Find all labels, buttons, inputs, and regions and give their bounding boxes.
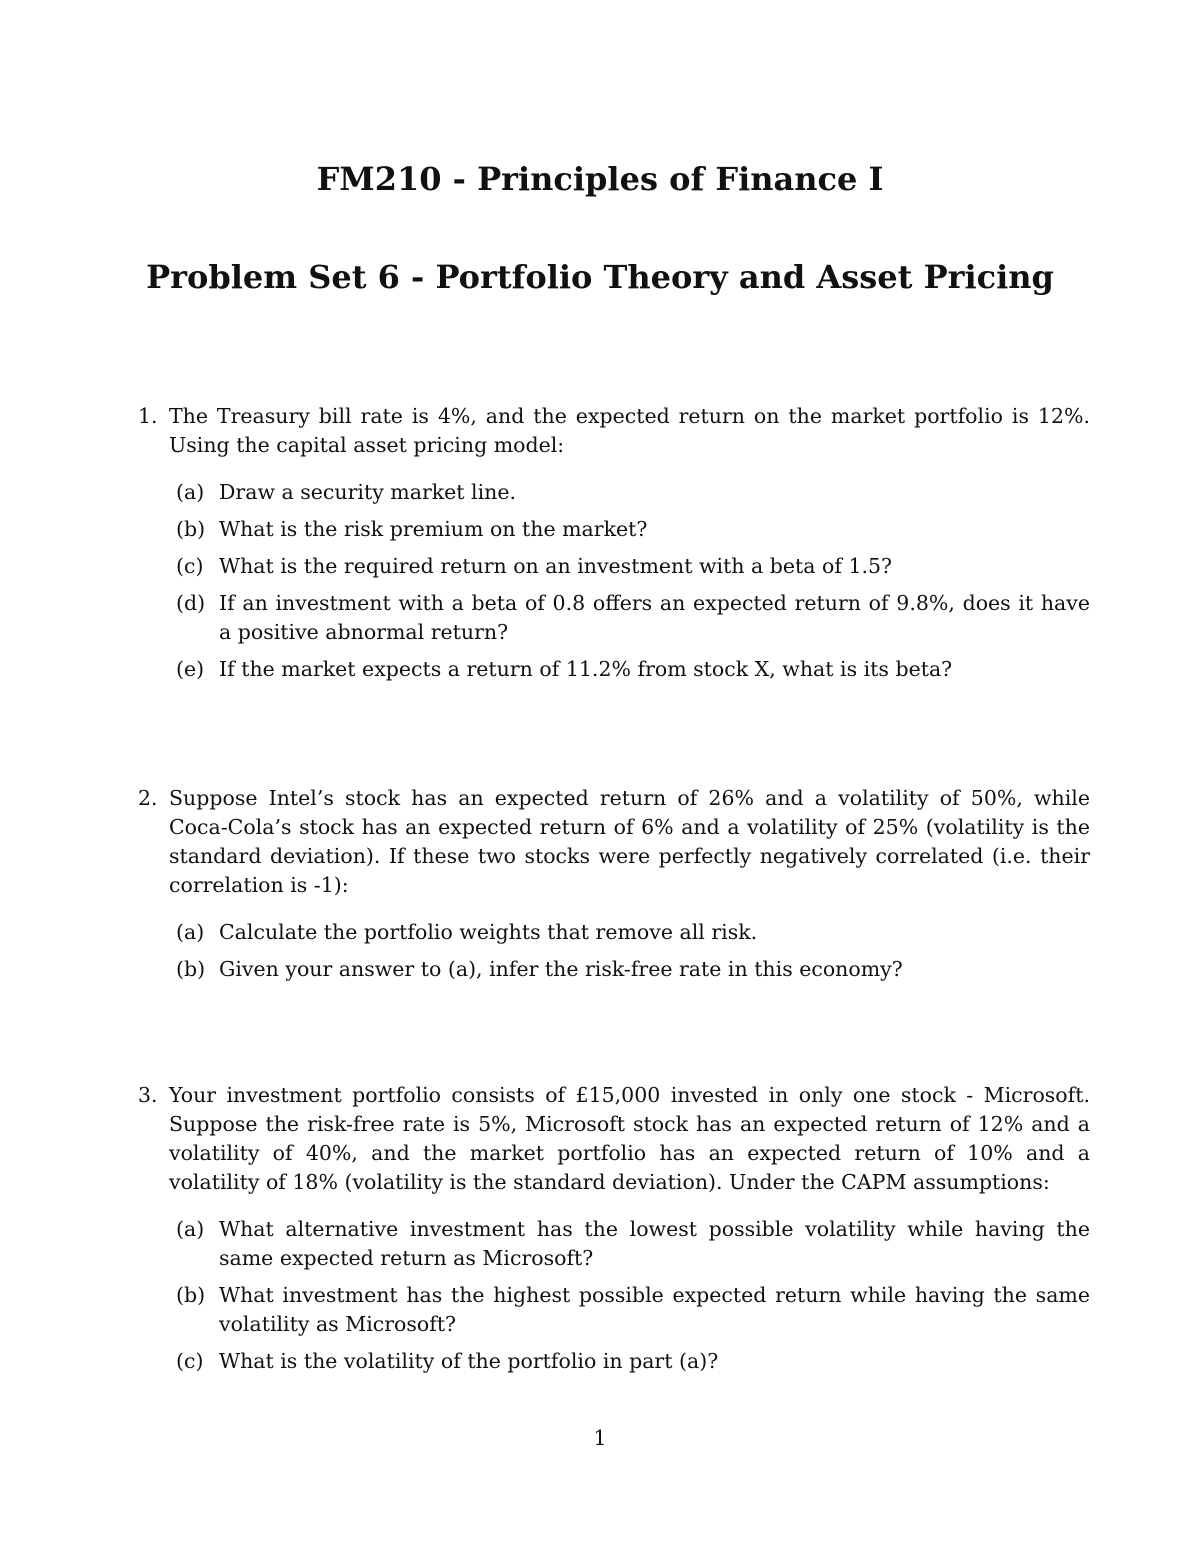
part-text: What is the volatility of the portfolio in part (a)? xyxy=(219,1349,719,1373)
part-label: (b) xyxy=(176,1283,206,1307)
question-number: 1. xyxy=(138,404,158,428)
page-number: 1 xyxy=(593,1426,607,1450)
part-text: What investment has the highest possible expected return while having the same volatility as Microsoft? xyxy=(219,1283,1090,1336)
part-label: (a) xyxy=(176,1217,205,1241)
part-label: (e) xyxy=(176,657,205,681)
question-part xyxy=(138,918,1090,947)
question-2-stem xyxy=(138,784,1090,900)
part-label: (c) xyxy=(176,1349,204,1373)
question-part xyxy=(138,1347,1090,1376)
question-text: The Treasury bill rate is 4%, and the expected return on the market portfolio is 12%. Using the capital asset pricing model: xyxy=(169,404,1090,457)
question-2 xyxy=(138,784,1090,992)
part-label: (c) xyxy=(176,554,204,578)
part-text: What is the risk premium on the market? xyxy=(219,517,648,541)
question-3 xyxy=(138,1081,1090,1384)
question-part xyxy=(138,478,1090,507)
question-1-parts xyxy=(138,478,1090,684)
part-label: (b) xyxy=(176,957,206,981)
question-text: Suppose Intel’s stock has an expected return of 26% and a volatility of 50%, while Coca-Cola’s stock has an expected return of 6% and a volatility of 25% (volatility is the standard deviation). If these two stocks were perfectly negatively correlated (i.e. their correlation is -1): xyxy=(169,786,1090,897)
question-number: 3. xyxy=(138,1083,158,1107)
part-label: (a) xyxy=(176,480,205,504)
question-2-parts xyxy=(138,918,1090,984)
question-part xyxy=(138,515,1090,544)
part-text: If an investment with a beta of 0.8 offers an expected return of 9.8%, does it have a positive abnormal return? xyxy=(219,591,1090,644)
part-text: If the market expects a return of 11.2% from stock X, what is its beta? xyxy=(219,657,953,681)
question-part xyxy=(138,589,1090,647)
part-text: Given your answer to (a), infer the risk-free rate in this economy? xyxy=(219,957,903,981)
question-1 xyxy=(138,402,1090,692)
question-part xyxy=(138,955,1090,984)
question-part xyxy=(138,1215,1090,1273)
part-label: (d) xyxy=(176,591,206,615)
part-text: Draw a security market line. xyxy=(219,480,517,504)
part-text: What is the required return on an investment with a beta of 1.5? xyxy=(219,554,893,578)
problem-set-title: Problem Set 6 - Portfolio Theory and Asset Pricing xyxy=(146,258,1054,296)
part-text: What alternative investment has the lowest possible volatility while having the same expected return as Microsoft? xyxy=(219,1217,1090,1270)
question-3-parts xyxy=(138,1215,1090,1376)
part-label: (b) xyxy=(176,517,206,541)
question-number: 2. xyxy=(138,786,158,810)
question-text: Your investment portfolio consists of £15,000 invested in only one stock - Microsoft. Suppose the risk-free rate is 5%, Microsoft stock has an expected return of 12% and a volatility of 40%, and the market portfolio has an expected return of 10% and a volatility of 18% (volatility is the standard deviation). Under the CAPM assumptions: xyxy=(169,1083,1090,1194)
course-title: FM210 - Principles of Finance I xyxy=(316,160,884,198)
part-text: Calculate the portfolio weights that remove all risk. xyxy=(219,920,758,944)
question-1-stem xyxy=(138,402,1090,460)
question-part xyxy=(138,1281,1090,1339)
question-3-stem xyxy=(138,1081,1090,1197)
part-label: (a) xyxy=(176,920,205,944)
question-part xyxy=(138,552,1090,581)
question-part xyxy=(138,655,1090,684)
